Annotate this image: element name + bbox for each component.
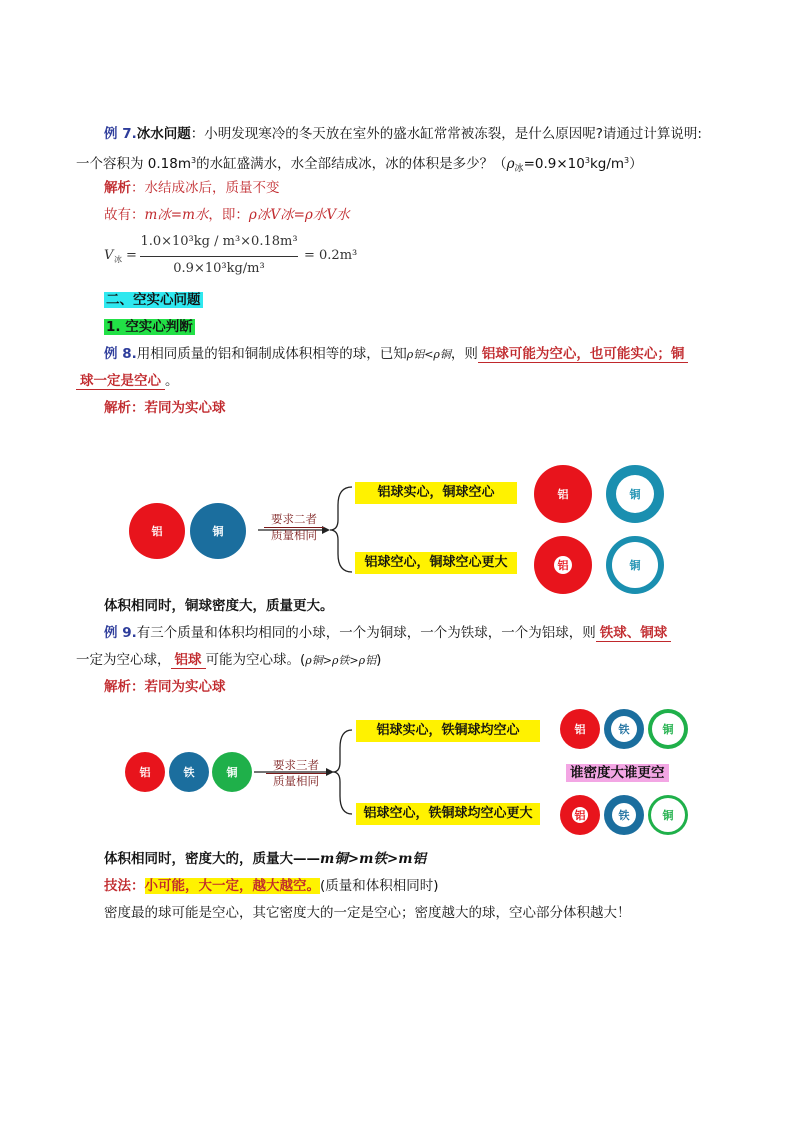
ex7-text2b: 的水缸盛满水，水全部结成冰，冰的体积是多少？（ (196, 156, 507, 172)
ex9-conclusion-a: 体积相同时，密度大的，质量大—— (104, 851, 320, 867)
ex9-text1: 有三个质量和体积均相同的小球，一个为铜球，一个为铁球，一个为铝球，则 (136, 625, 596, 641)
formula-num: 1.0×10³kg / m³×0.18m³ (140, 234, 298, 249)
ex7-title: 冰水问题 (136, 126, 191, 142)
ex8-answer1: 铝球可能为空心，也可能实心；铜 (478, 346, 689, 363)
ex9-analysis: 解析：若同为实心球 (104, 679, 226, 695)
ex9-pink-note (566, 763, 669, 783)
ex7-line2: 一个容积为 $0.18m^3$的水缸盛满水，水全部结成冰，冰的体积是多少？$(\rho_冰=0.9\times 10^3kg/m^3)$ (76, 156, 643, 174)
formula-sub: 冰 (114, 255, 122, 264)
ex9-case1-al-label: 铝 (574, 723, 586, 736)
ex8-case2: 铝球空心，铜球空心更大 (355, 552, 517, 574)
ex9-case2: 铝球空心，铁铜球均空心更大 (356, 803, 540, 825)
ex8-analysis: 解析：若同为实心球 (104, 400, 226, 416)
ex7-analysis-label: 解析 (104, 180, 131, 196)
ex9-ball-fe (169, 752, 209, 792)
ex8-req-2: 质量相同 (264, 527, 324, 543)
ex7-label: 例 7. (104, 126, 137, 142)
ex8-ball-cu-label: 铜 (212, 525, 224, 538)
ex8-req-1: 要求二者 (271, 512, 317, 526)
ex8-label: 例 8. (104, 346, 137, 362)
ex8-end: 。 (165, 373, 179, 389)
formula-den: 0.9×10³kg/m³ (173, 261, 265, 276)
ex9-ball-al-label: 铝 (139, 766, 151, 779)
ex9-ball-cu (212, 752, 252, 792)
ex9-pink-text: 谁密度大谁更空 (566, 764, 669, 782)
ex8-text1b: ，则 (450, 346, 478, 362)
section2-title: 二、空实心问题 (106, 292, 201, 308)
method-label: 技法 (104, 878, 131, 894)
ex8-case1-cu-label: 铜 (629, 488, 641, 501)
ex9-req (266, 758, 326, 789)
ex9-answer2: 铝球 (171, 652, 206, 669)
ex8-ball-al-label: 铝 (151, 525, 163, 538)
ex9-ball-al (125, 752, 165, 792)
ex9-rel: ρ铜>ρ铁>ρ铝 (305, 654, 377, 667)
method-note: (质量和体积相同时) (320, 878, 439, 894)
ex8-conclusion: 体积相同时，铜球密度大，质量更大。 (104, 598, 334, 614)
ex7-so-eq2: ρ冰V冰=ρ水V水 (248, 207, 350, 223)
ex9-text2: 一定为空心球， (76, 652, 171, 668)
ex9-label: 例 9. (104, 625, 137, 641)
ex9-text4: ) (376, 652, 382, 668)
method-key: 小可能，大一定，越大越空。 (144, 878, 320, 894)
ex9-case1-cu (648, 709, 688, 749)
ex9-case1-al (560, 709, 600, 749)
ex7-text2c: =0.9×10 (523, 156, 585, 172)
ex9-case1: 铝球实心，铁铜球均空心 (356, 720, 540, 742)
method-summary: 密度最的球可能是空心，其它密度大的一定是空心；密度越大的球，空心部分体积越大！ (104, 905, 631, 921)
ex9-text3: 可能为空心球。( (205, 652, 306, 668)
ex9-ball-cu-label: 铜 (226, 766, 238, 779)
ex7-text1: ：小明发现寒冷的冬天放在室外的盛水缸常常被冻裂，是什么原因呢?请通过计算说明: (190, 126, 702, 142)
section2-subtitle: 1. 空实心判断 (106, 319, 193, 335)
ex9-case1-fe-label: 铁 (618, 723, 630, 736)
formula-rhs: = 0.2m³ (304, 248, 358, 263)
ex8-case2-al-label: 铝 (557, 559, 569, 572)
ex8-case1-al-label: 铝 (557, 488, 569, 501)
ex8-case1: 铝球实心，铜球空心 (355, 482, 517, 504)
ex9-req-1: 要求三者 (273, 758, 319, 772)
ex9-case1-cu-label: 铜 (662, 723, 674, 736)
ex9-req-2: 质量相同 (266, 773, 326, 789)
ex9-case2-fe-label: 铁 (618, 809, 630, 822)
ex9-conclusion-b: m铜>m铁>m铝 (320, 851, 426, 867)
ex9-conclusion (104, 849, 426, 869)
ex7-so-label: 故有： (104, 207, 145, 223)
ex8-rel: ρ铝<ρ铜 (406, 348, 451, 361)
ex9-ball-fe-label: 铁 (183, 766, 195, 779)
ex9-case2-cu (648, 795, 688, 835)
ex7-text2a: 一个容积为 0.18m (76, 156, 192, 172)
ex7-text2e: ） (629, 156, 643, 172)
ex7-so-eq1: m冰=m水 (144, 207, 209, 223)
ex8-case2-cu-label: 铜 (629, 559, 641, 572)
ex9-case2-al-label: 铝 (574, 809, 586, 822)
ex8-text1: 用相同质量的铝和铜制成体积相等的球，已知 (136, 346, 407, 362)
ex7-text2d: kg/m (589, 156, 625, 172)
ex7-so-mid: ，即： (208, 207, 249, 223)
ex7-analysis-text: ：水结成冰后，质量不变 (131, 180, 280, 196)
method-line (104, 876, 439, 896)
formula-lhs: V (104, 248, 114, 263)
ex9-case2-cu-label: 铜 (662, 809, 674, 822)
ex9-case2-fe (604, 795, 644, 835)
ex8-answer2: 球一定是空心 (76, 373, 165, 390)
ex9-answer1: 铁球、铜球 (596, 625, 672, 642)
method-colon: ： (131, 878, 145, 894)
ex9-case1-fe (604, 709, 644, 749)
